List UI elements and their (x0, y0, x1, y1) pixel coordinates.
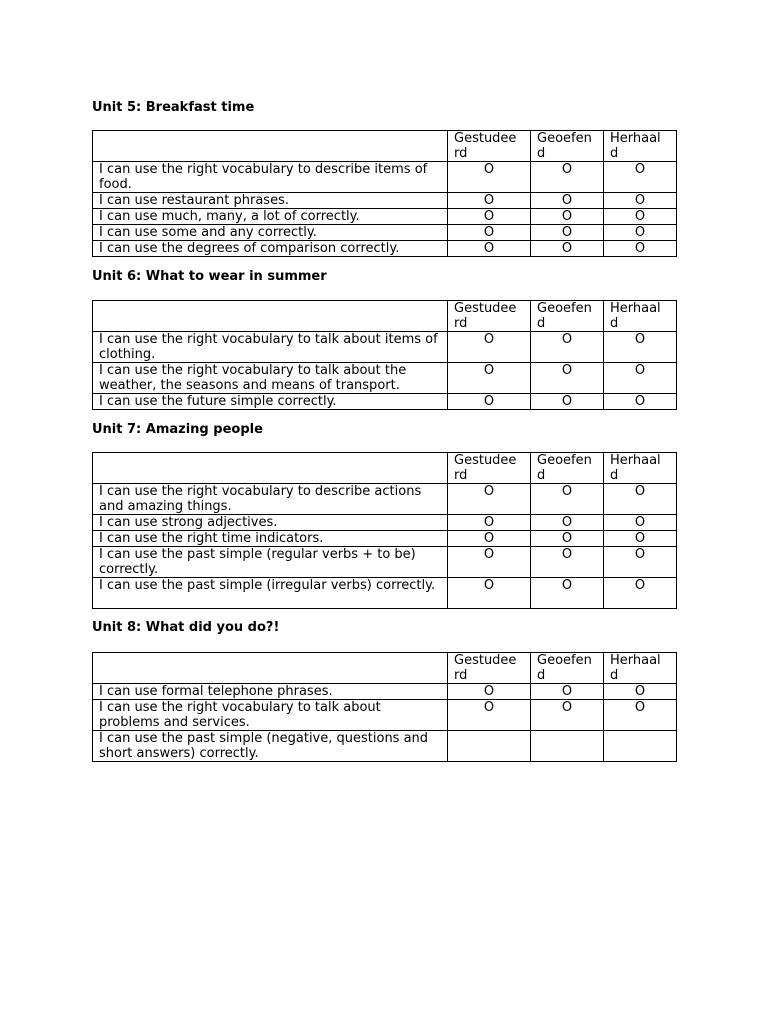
status-mark (531, 731, 604, 762)
checklist-table (92, 130, 677, 257)
status-mark: O (531, 484, 604, 515)
table-row (93, 578, 677, 609)
table-row (93, 332, 677, 363)
statement-cell: I can use the past simple (regular verbs + to be) correctly. (93, 547, 448, 578)
statement-cell: I can use the right vocabulary to talk about problems and services. (93, 700, 448, 731)
statement-header-cell (93, 301, 448, 332)
column-header-repeated: Herhaal d (604, 653, 677, 684)
table-row (93, 225, 677, 241)
column-header-practiced: Geoefen d (531, 301, 604, 332)
status-mark: O (448, 209, 531, 225)
status-mark: O (604, 162, 677, 193)
statement-cell: I can use the right vocabulary to describe actions and amazing things. (93, 484, 448, 515)
status-mark: O (448, 363, 531, 394)
status-mark: O (604, 700, 677, 731)
status-mark: O (531, 547, 604, 578)
statement-header-cell (93, 131, 448, 162)
statement-cell: I can use the right vocabulary to talk about the weather, the seasons and means of transport. (93, 363, 448, 394)
status-mark: O (531, 209, 604, 225)
status-mark: O (448, 193, 531, 209)
table-row (93, 394, 677, 410)
unit-title: Unit 7: Amazing people (92, 422, 263, 437)
status-mark: O (448, 515, 531, 531)
status-mark: O (531, 515, 604, 531)
status-mark: O (604, 394, 677, 410)
status-mark: O (604, 332, 677, 363)
status-mark: O (604, 193, 677, 209)
statement-cell: I can use much, many, a lot of correctly. (93, 209, 448, 225)
status-mark: O (531, 531, 604, 547)
statement-cell: I can use restaurant phrases. (93, 193, 448, 209)
status-mark: O (604, 484, 677, 515)
table-row (93, 515, 677, 531)
status-mark: O (448, 531, 531, 547)
statement-cell: I can use the right time indicators. (93, 531, 448, 547)
status-mark: O (604, 547, 677, 578)
unit-title: Unit 6: What to wear in summer (92, 269, 327, 284)
status-mark: O (531, 394, 604, 410)
column-header-studied: Gestudee rd (448, 131, 531, 162)
header-row (93, 131, 677, 162)
checklist-table (92, 652, 677, 762)
status-mark: O (531, 684, 604, 700)
statement-cell: I can use the future simple correctly. (93, 394, 448, 410)
status-mark: O (604, 241, 677, 257)
status-mark: O (531, 363, 604, 394)
column-header-practiced: Geoefen d (531, 131, 604, 162)
column-header-repeated: Herhaal d (604, 131, 677, 162)
status-mark (604, 731, 677, 762)
statement-cell: I can use the right vocabulary to describe items of food. (93, 162, 448, 193)
status-mark: O (448, 700, 531, 731)
status-mark: O (448, 225, 531, 241)
status-mark: O (604, 578, 677, 609)
table-row (93, 241, 677, 257)
statement-cell: I can use the past simple (irregular verbs) correctly. (93, 578, 448, 609)
column-header-practiced: Geoefen d (531, 653, 604, 684)
statement-cell: I can use strong adjectives. (93, 515, 448, 531)
column-header-repeated: Herhaal d (604, 301, 677, 332)
status-mark (448, 731, 531, 762)
header-row (93, 301, 677, 332)
status-mark: O (531, 241, 604, 257)
statement-cell: I can use formal telephone phrases. (93, 684, 448, 700)
header-row (93, 453, 677, 484)
status-mark: O (448, 547, 531, 578)
header-row (93, 653, 677, 684)
table-row (93, 484, 677, 515)
checklist-table (92, 452, 677, 609)
table-row (93, 193, 677, 209)
column-header-practiced: Geoefen d (531, 453, 604, 484)
statement-cell: I can use some and any correctly. (93, 225, 448, 241)
table-row (93, 531, 677, 547)
table-row (93, 209, 677, 225)
status-mark: O (604, 531, 677, 547)
table-row (93, 700, 677, 731)
status-mark: O (448, 241, 531, 257)
status-mark: O (531, 193, 604, 209)
status-mark: O (604, 684, 677, 700)
statement-header-cell (93, 453, 448, 484)
status-mark: O (448, 394, 531, 410)
table-row (93, 162, 677, 193)
table-row (93, 684, 677, 700)
statement-cell: I can use the past simple (negative, questions and short answers) correctly. (93, 731, 448, 762)
status-mark: O (604, 363, 677, 394)
checklist-table (92, 300, 677, 410)
column-header-studied: Gestudee rd (448, 453, 531, 484)
statement-header-cell (93, 653, 448, 684)
unit-title: Unit 5: Breakfast time (92, 100, 255, 115)
column-header-studied: Gestudee rd (448, 301, 531, 332)
column-header-studied: Gestudee rd (448, 653, 531, 684)
status-mark: O (531, 162, 604, 193)
status-mark: O (604, 225, 677, 241)
status-mark: O (448, 484, 531, 515)
unit-title: Unit 8: What did you do?! (92, 620, 280, 635)
status-mark: O (448, 332, 531, 363)
status-mark: O (531, 225, 604, 241)
table-row (93, 731, 677, 762)
status-mark: O (448, 578, 531, 609)
status-mark: O (531, 332, 604, 363)
status-mark: O (531, 578, 604, 609)
status-mark: O (531, 700, 604, 731)
status-mark: O (448, 162, 531, 193)
table-row (93, 547, 677, 578)
column-header-repeated: Herhaal d (604, 453, 677, 484)
statement-cell: I can use the right vocabulary to talk about items of clothing. (93, 332, 448, 363)
table-row (93, 363, 677, 394)
status-mark: O (604, 209, 677, 225)
statement-cell: I can use the degrees of comparison correctly. (93, 241, 448, 257)
status-mark: O (448, 684, 531, 700)
status-mark: O (604, 515, 677, 531)
